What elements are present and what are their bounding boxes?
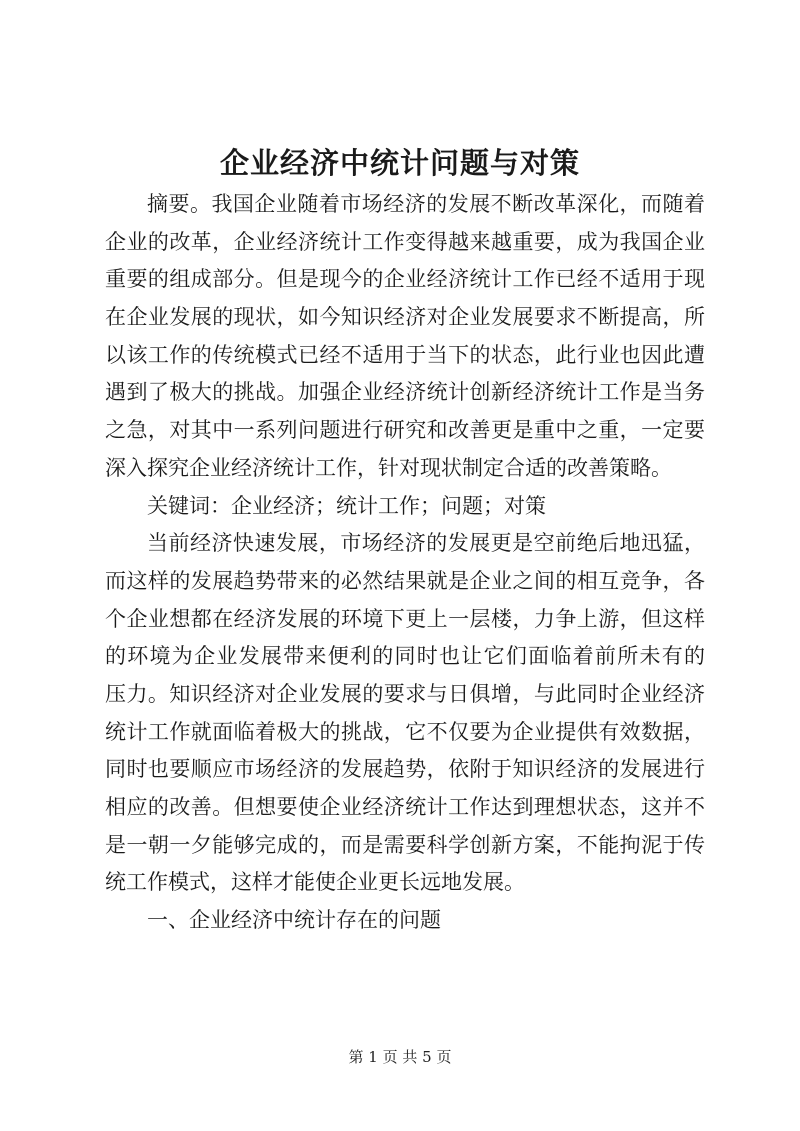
document-body bbox=[105, 186, 705, 940]
keywords-line: 关键词：企业经济；统计工作；问题；对策 bbox=[147, 493, 546, 518]
abstract-line-1: 摘要。我国企业随着市场经济的发展不断改革深化，而随着 bbox=[147, 192, 705, 216]
paragraph-line-2: 而这样的发展趋势带来的必然结果就是企业之间的相互竞争，各 bbox=[105, 568, 705, 593]
abstract-line-5: 以该工作的传统模式已经不适用于当下的状态，此行业也因此遭 bbox=[105, 342, 705, 367]
paragraph-line-9: 是一朝一夕能够完成的，而是需要科学创新方案，不能拘泥于传 bbox=[105, 832, 705, 857]
paragraph-line-3: 个企业想都在经济发展的环境下更上一层楼，力争上游，但这样 bbox=[105, 606, 705, 631]
paragraph-line-10: 统工作模式，这样才能使企业更长远地发展。 bbox=[105, 870, 525, 895]
paragraph-line-6: 统计工作就面临着极大的挑战，它不仅要为企业提供有效数据， bbox=[105, 719, 705, 744]
abstract-line-4: 在企业发展的现状，如今知识经济对企业发展要求不断提高，所 bbox=[105, 305, 705, 330]
section-heading: 一、企业经济中统计存在的问题 bbox=[147, 908, 441, 933]
paragraph-line-1: 当前经济快速发展，市场经济的发展更是空前绝后地迅猛， bbox=[147, 531, 705, 556]
paragraph-line-8: 相应的改善。但想要使企业经济统计工作达到理想状态，这并不 bbox=[105, 795, 705, 819]
paragraph-line-4: 的环境为企业发展带来便利的同时也让它们面临着前所未有的 bbox=[105, 644, 705, 669]
paragraph-line-7: 同时也要顺应市场经济的发展趋势，依附于知识经济的发展进行 bbox=[105, 757, 705, 782]
abstract-line-3: 重要的组成部分。但是现今的企业经济统计工作已经不适用于现 bbox=[105, 267, 705, 292]
abstract-line-8: 深入探究企业经济统计工作，针对现状制定合适的改善策略。 bbox=[105, 455, 672, 480]
abstract-line-6: 遇到了极大的挑战。加强企业经济统计创新经济统计工作是当务 bbox=[105, 380, 705, 405]
abstract-line-2: 企业的改革，企业经济统计工作变得越来越重要，成为我国企业 bbox=[105, 229, 705, 254]
document-title: 企业经济中统计问题与对策 bbox=[219, 146, 580, 180]
abstract-line-7: 之急，对其中一系列问题进行研究和改善更是重中之重，一定要 bbox=[105, 418, 705, 443]
paragraph-line-5: 压力。知识经济对企业发展的要求与日俱增，与此同时企业经济 bbox=[105, 681, 705, 706]
page-footer: 第 1 页 共 5 页 bbox=[348, 1048, 452, 1066]
